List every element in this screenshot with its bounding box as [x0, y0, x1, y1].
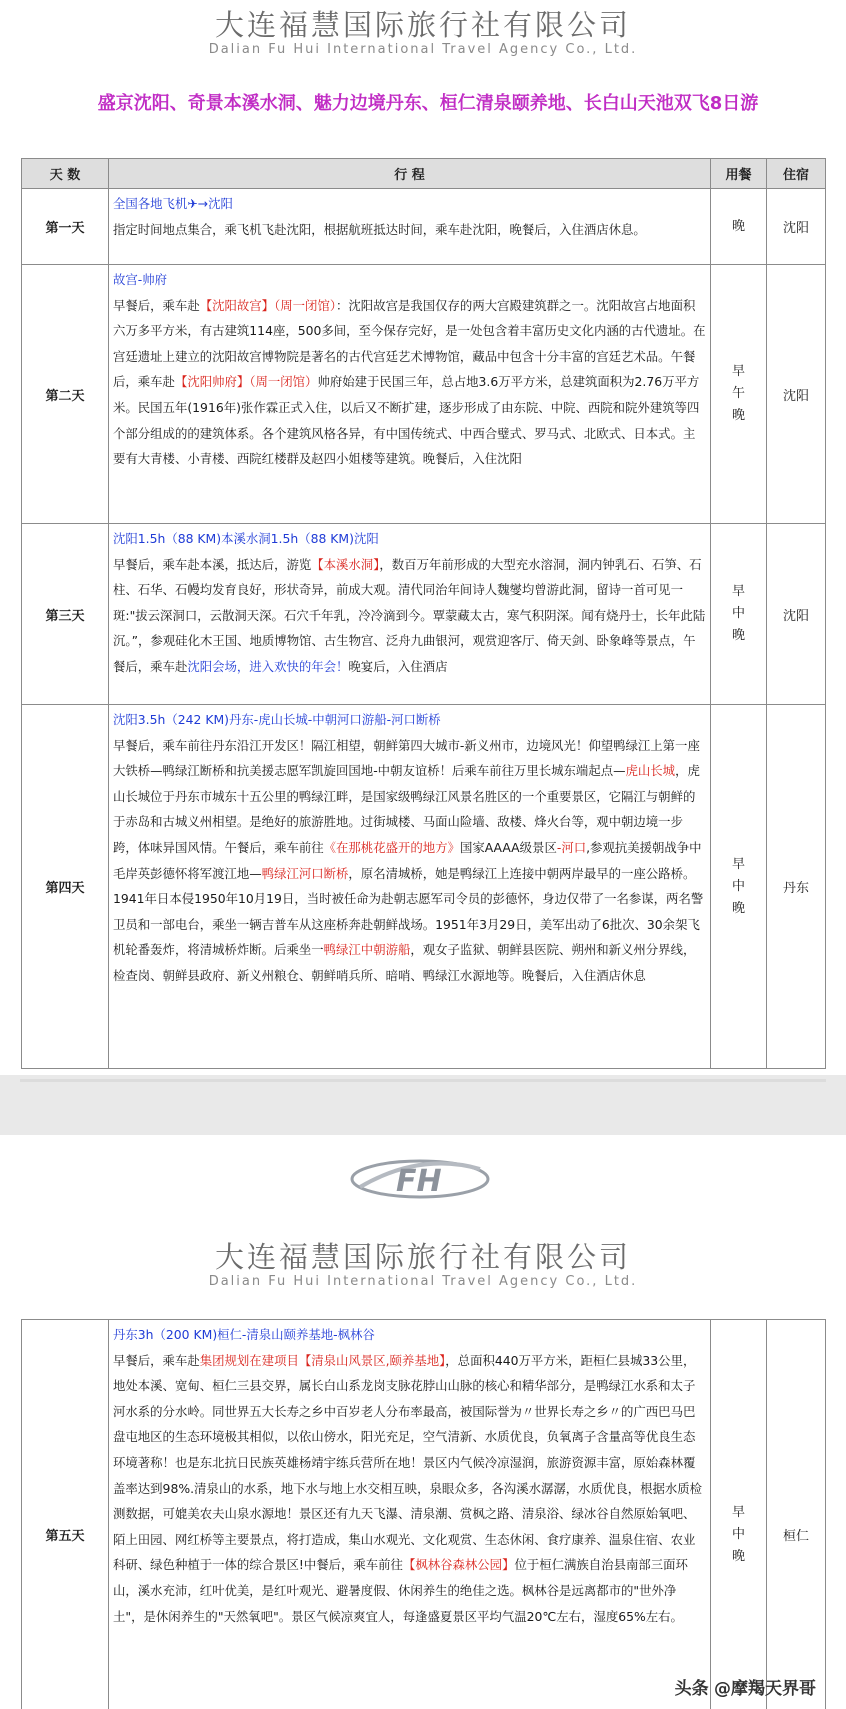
- itinerary-table-continued: [21, 1319, 826, 1709]
- highlight-text: 【沈阳故宫】（周一闭馆）: [199, 297, 337, 313]
- header-meal: 用餐: [711, 159, 767, 189]
- meal-value: 晚: [731, 218, 745, 234]
- route-line: 沈阳3.5h（242 KM)丹东-虎山长城-中朝河口游船-河口断桥: [113, 712, 441, 727]
- highlight-text: 鸭绿江河口断桥: [261, 865, 349, 881]
- highlight-text: 集团规划在建项目【清泉山风景区,颐养基地】: [199, 1352, 446, 1368]
- body-text: ，总面积440万平方米，距桓仁县城33公里，地处本溪、宽甸、桓仁三县交界，属长白山系龙岗支脉花脖山山脉的核心和精华部分，是鸭绿江水系和太子河水系的分水岭。同世界五大长寿之乡中百岁老人分布率最高，被国际誉为〃世界长寿之乡〃的广西巴马巴盘屯地区的生态环境极其相似，以依山傍水，阳光充足，空气清新、水质优良，负氧离子含量高等优良生态环境著称！也是东北抗日民族英雄杨靖宇练兵营所在地！景区内气候冷凉湿润，旅游资源丰富，原始森林覆盖率达到98%.清泉山的水系，地下水与地上水交相互映，泉眼众多，各沟溪水潺潺，水质优良，根据水质检测数据，可媲美农夫山泉水源地！景区还有九天飞瀑、清泉潮、赏枫之路、清泉浴、绿冰谷自然原始氧吧、陌上田园、网红桥等主要景点，将打造成，集山水观光、文化观赏、生态休闲、食疗康养、温泉住宿、农业科研、绿色种植于一体的综合景区!中餐后，乘车前往: [113, 1352, 703, 1573]
- stay-value: 丹东: [767, 705, 826, 1069]
- meal-value: 早中晚: [731, 1504, 745, 1564]
- body-text: ，虎山长城位于丹东市城东十五公里的鸭绿江畔，是国家级鸭绿江风景名胜区的一个重要景区，它隔江与朝鲜的于赤岛和古城义州相望。是绝好的旅游胜地。过街城楼、马面山险墙、敌楼、烽火台等，观中朝边境一步跨，体味异国风情。午餐后，乘车前往: [113, 763, 700, 855]
- company-name-en: Dalian Fu Hui International Travel Agency Co., Ltd.: [208, 1274, 638, 1289]
- body-text: 早餐后，乘车前往丹东沿江开发区！隔江相望，朝鲜第四大城市-新义州市，边境风光！仰望鸭绿江上第一座大铁桥—鸭绿江断桥和抗美援志愿军凯旋回国地-中朝友谊桥！后乘车前往万里长城东端起点—: [113, 737, 700, 779]
- body-text: 国家AAAA级景区: [459, 839, 557, 855]
- company-name-en: Dalian Fu Hui International Travel Agency Co., Ltd.: [208, 42, 638, 57]
- meal-cell: [711, 189, 767, 265]
- company-name-cn: 大连福慧国际旅行社有限公司: [214, 1240, 631, 1274]
- table-header-row: [22, 159, 826, 189]
- body-text: ，原名清城桥，她是鸭绿江上连接中朝两岸最早的一座公路桥。1941年日本侵1950年10月19日，当时被任命为赴朝志愿军司令员的彭德怀，身边仅带了一名参谋，两名警卫员和一部电台，乘坐一辆吉普车从这座桥奔赴朝鲜战场。1951年3月29日，美军出动了6批次、30余架飞机轮番轰炸，将清城桥炸断。后乘坐一: [113, 865, 704, 958]
- meal-cell: [711, 1320, 767, 1709]
- route-line: 沈阳1.5h（88 KM)本溪水洞1.5h（88 KM)沈阳: [113, 531, 379, 546]
- meal-cell: [711, 524, 767, 705]
- header-stay: 住宿: [767, 159, 826, 189]
- company-header-2: [0, 1240, 846, 1290]
- body-text: 早餐后，乘车赴: [113, 1352, 200, 1368]
- body-text: 早餐后，乘车赴: [113, 297, 200, 313]
- svg-text:FH: FH: [396, 1164, 442, 1199]
- body-text: ,参观抗美援朝战争中毛岸英彭德怀将军渡江地—: [113, 839, 702, 881]
- itinerary-text: [113, 552, 706, 680]
- document-page-2: [0, 1135, 846, 1709]
- highlight-text: 【沈阳帅府】（周一闭馆）: [174, 374, 318, 390]
- route-line: 故宫-帅府: [113, 272, 168, 287]
- itinerary-cell: [109, 189, 711, 265]
- event-text: 沈阳会场，进入欢快的年会！: [187, 658, 349, 674]
- itinerary-text: [113, 1348, 706, 1630]
- meal-value: 早中晚: [731, 584, 745, 643]
- body-text: ：沈阳故宫是我国仅存的两大宫殿建筑群之一。沈阳故宫占地面积六万多平方米，有古建筑114座，500多间，至今保存完好，是一处包含着丰富历史文化内涵的古代遗址。在宫廷遗址上建立的沈阳故宫博物院是著名的古代宫廷艺术博物馆，藏品中包含十分丰富的宫廷艺术品。午餐后，乘车赴: [113, 297, 706, 390]
- route-line: 全国各地飞机✈→沈阳: [113, 196, 233, 211]
- table-row: [22, 524, 826, 705]
- highlight-text: 虎山长城: [625, 763, 676, 779]
- itinerary-cell: [109, 524, 711, 705]
- table-row: [22, 189, 826, 265]
- itinerary-text: [113, 733, 706, 989]
- company-header: [0, 8, 846, 58]
- highlight-text: -河口: [556, 839, 587, 855]
- body-text: 位于桓仁满族自治县南部三面环山，溪水充沛，红叶优美，是红叶观光、避暑度假、休闲养生的绝佳之选。枫林谷是远离都市的"世外净土"，是休闲养生的"天然氧吧"。景区气候凉爽宜人，每逢盛夏景区平均气温20℃左右，湿度65%左右。: [113, 1557, 688, 1624]
- itinerary-cell: [109, 1320, 711, 1709]
- itinerary-table: [21, 158, 826, 1069]
- meal-cell: [711, 265, 767, 524]
- body-text: 帅府始建于民国三年，总占地3.6万平方米，总建筑面积为2.76万平方米。民国五年(1916年)张作霖正式入住，以后又不断扩建，逐步形成了由东院、中院、西院和院外建筑等四个部分组成的的建筑体系。各个建筑风格各异，有中国传统式、中西合璧式、罗马式、北欧式、日本式。主要有大青楼、小青楼、西院红楼群及赵四小姐楼等建筑。晚餐后，入住沈阳: [113, 374, 700, 467]
- stay-value: 桓仁: [767, 1320, 826, 1709]
- body-text: 晚宴后，入住酒店: [348, 658, 448, 674]
- table-row: [22, 265, 826, 524]
- body-text: 早餐后，乘车赴本溪，抵达后，游览: [113, 556, 312, 572]
- highlight-text: 【本溪水洞】: [311, 556, 380, 572]
- itinerary-text: [113, 217, 706, 243]
- table-row: [22, 705, 826, 1069]
- header-day: 天 数: [22, 159, 109, 189]
- company-name-cn: 大连福慧国际旅行社有限公司: [214, 8, 631, 42]
- body-text: 指定时间地点集合，乘飞机飞赴沈阳，根据航班抵达时间，乘车赴沈阳，晚餐后，入住酒店休息。: [113, 221, 646, 237]
- itinerary-text: [113, 293, 706, 472]
- page-gap: [0, 1075, 846, 1135]
- stay-value: 沈阳: [767, 524, 826, 705]
- meal-cell: [711, 705, 767, 1069]
- fh-logo-icon: [330, 1147, 510, 1215]
- highlight-text: 【枫林谷森林公园】: [402, 1557, 515, 1573]
- tour-title: 盛京沈阳、奇景本溪水洞、魅力边境丹东、桓仁清泉颐养地、长白山天池双飞8日游: [97, 93, 759, 114]
- day-label: 第三天: [22, 524, 109, 705]
- route-line: 丹东3h（200 KM)桓仁-清泉山颐养基地-枫林谷: [113, 1327, 375, 1342]
- stay-value: 沈阳: [767, 189, 826, 265]
- watermark: 头条 @摩羯天界哥: [674, 1679, 816, 1699]
- meal-value: 早中晚: [731, 856, 745, 916]
- stay-value: 沈阳: [767, 265, 826, 524]
- header-itinerary: 行 程: [109, 159, 711, 189]
- highlight-text: 《在那桃花盛开的地方》: [323, 839, 460, 855]
- day-label: 第四天: [22, 705, 109, 1069]
- day-label: 第五天: [22, 1320, 109, 1709]
- itinerary-cell: [109, 265, 711, 524]
- itinerary-cell: [109, 705, 711, 1069]
- meal-value: 早午晚: [731, 364, 745, 423]
- body-text: ，数百万年前形成的大型充水溶洞，洞内钟乳石、石笋、石柱、石华、石幔均发育良好，形状奇异，前成大观。清代同治年间诗人魏燮均曾游此洞，留诗一首可见一斑:"拔云深洞口，云散洞天深。石穴千年乳，冷冷滴到今。覃蒙藏太古，寒气积阴深。闻有烧丹士，长年此陆沉。”，参观硅化木王国、地质博物馆、古生物宫、泛舟九曲银河，观赏迎客厅、倚天剑、卧象峰等景点，午餐后，乘车赴: [113, 556, 706, 674]
- day-label: 第一天: [22, 189, 109, 265]
- highlight-text: 鸭绿江中朝游船: [323, 942, 411, 958]
- day-label: 第二天: [22, 265, 109, 524]
- table-row: [22, 1320, 826, 1709]
- body-text: ，观女子监狱、朝鲜县医院、朔州和新义州分界线，检查岗、朝鲜县政府、新义州粮仓、朝鲜哨兵所、暗哨、鸭绿江水源地等。晚餐后，入住酒店休息: [113, 942, 696, 983]
